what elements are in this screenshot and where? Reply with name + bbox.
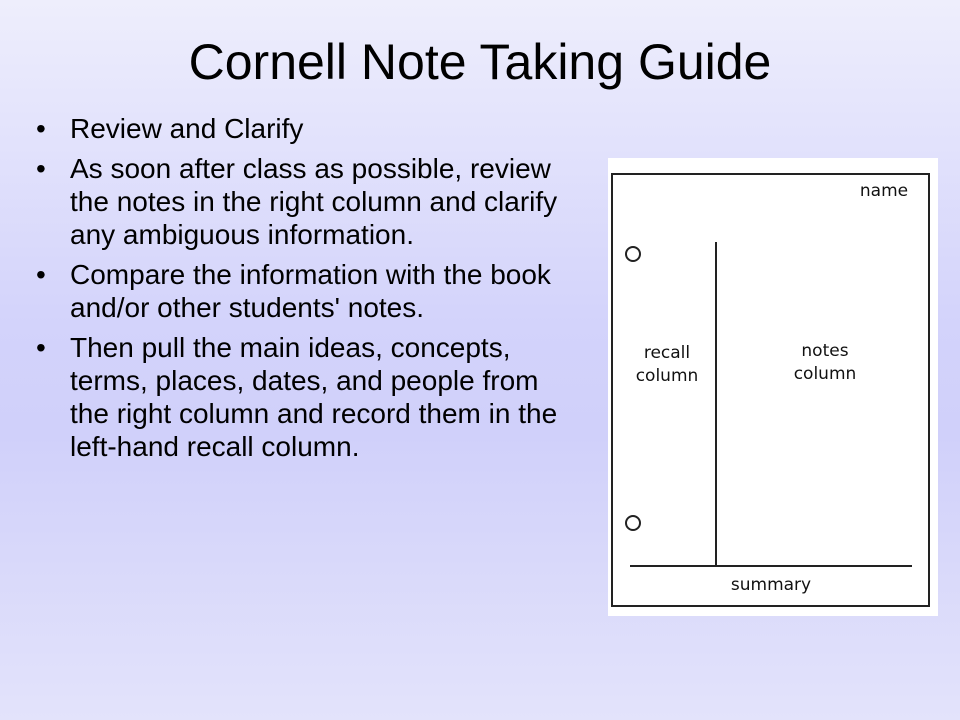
bullet-item (36, 152, 576, 251)
bullet-icon: • (36, 113, 46, 144)
recall-label-line: recall (643, 343, 691, 363)
bullet-text: As soon after class as possible, review the notes in the right column and clarify any ambiguous information. (70, 153, 558, 250)
bullet-icon: • (36, 259, 46, 290)
bullet-icon: • (36, 153, 46, 184)
bullet-text: Review and Clarify (70, 113, 304, 144)
recall-column-label (622, 342, 712, 388)
bullet-item (36, 258, 576, 324)
name-label: name (859, 181, 909, 201)
slide-title: Cornell Note Taking Guide (188, 34, 772, 90)
notes-label-line: notes (801, 341, 849, 361)
bullet-text: Compare the information with the book and/or other students' notes. (70, 259, 551, 323)
circle-outline-icon (626, 516, 640, 530)
circle-outline-icon (626, 247, 640, 261)
page-border (612, 174, 929, 606)
notes-column-label (780, 340, 870, 386)
bullet-item (36, 112, 576, 145)
notes-label-line: column (793, 364, 857, 384)
bullet-text: Then pull the main ideas, concepts, terms, places, dates, and people from the right column and record them in the left-hand recall column. (70, 332, 558, 462)
cornell-notes-diagram (608, 158, 938, 616)
recall-label-line: column (635, 366, 699, 386)
bullet-item (36, 331, 576, 463)
summary-label: summary (730, 575, 812, 595)
bullet-list (36, 112, 576, 470)
bullet-icon: • (36, 332, 46, 363)
